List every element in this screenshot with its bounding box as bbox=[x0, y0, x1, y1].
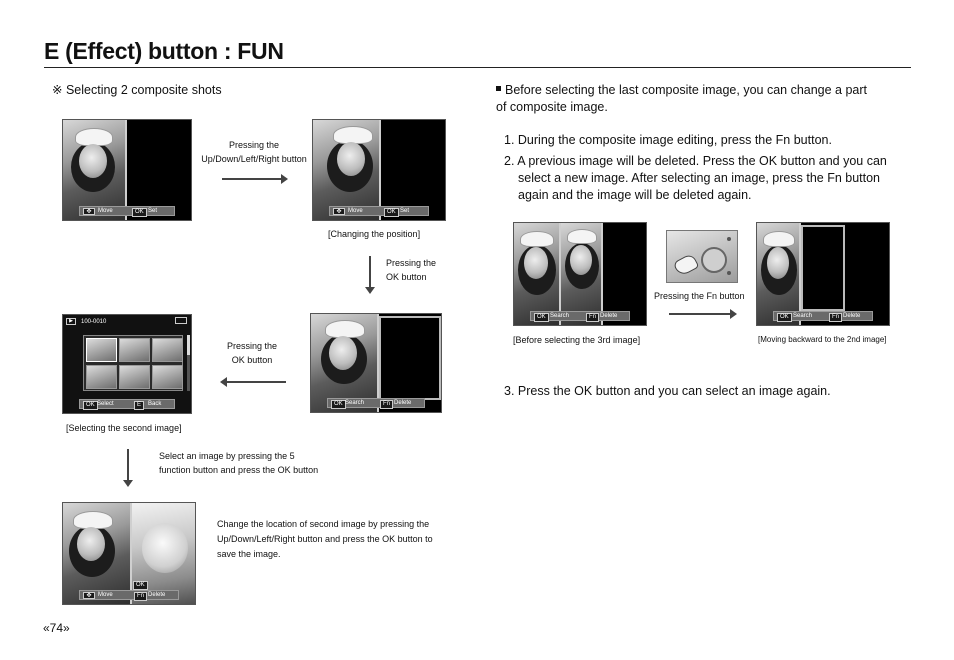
move-key-icon: ✥ bbox=[333, 208, 345, 215]
square-bullet-icon bbox=[496, 86, 501, 91]
status-bar: OK Select E Back bbox=[79, 399, 175, 409]
caption-moving-back: [Moving backward to the 2nd image] bbox=[758, 335, 887, 344]
first-shot-photo bbox=[757, 223, 799, 325]
empty-slot-frame bbox=[379, 316, 441, 400]
step-1: 1. During the composite image editing, press the Fn button. bbox=[504, 133, 832, 147]
screen-before-third bbox=[513, 222, 647, 326]
move-key-icon: ✥ bbox=[83, 208, 95, 215]
shifted-shot-photo bbox=[313, 120, 379, 220]
status-bar: OK Search Fn Delete bbox=[327, 398, 425, 408]
fn-key: Fn bbox=[586, 313, 599, 322]
status-bar: ✥ Move Fn Delete bbox=[79, 590, 179, 600]
change-location-instruction: Change the location of second image by pressing the Up/Down/Left/Right button and press the OK button to save the image. bbox=[217, 519, 433, 559]
screen-thumbnail-select: ▶ 100-0010 OK Select E Back bbox=[62, 314, 192, 414]
ok-key: OK bbox=[777, 313, 792, 322]
arrow-caption-direction: Pressing the Up/Down/Left/Right button bbox=[201, 140, 307, 164]
fn-caption: Pressing the Fn button bbox=[654, 291, 745, 301]
ok-key: OK bbox=[331, 400, 346, 409]
status-bar: OK Search Fn Delete bbox=[530, 311, 630, 321]
arrow-caption-ok: Pressing the OK button bbox=[386, 258, 437, 282]
play-icon: ▶ bbox=[66, 318, 76, 325]
first-shot-photo bbox=[63, 503, 130, 604]
screen-changed-position bbox=[312, 119, 446, 221]
thumbnail-1[interactable] bbox=[86, 338, 117, 362]
split-divider bbox=[125, 120, 127, 220]
status-bar: ✥ Move OK Set bbox=[79, 206, 175, 216]
ok-key: OK bbox=[534, 313, 549, 322]
screen-search-second bbox=[310, 313, 442, 413]
camera-fn-button-illustration bbox=[666, 230, 738, 283]
screen-moving-back bbox=[756, 222, 890, 326]
caption-before-third: [Before selecting the 3rd image] bbox=[513, 335, 641, 345]
ok-key: OK bbox=[132, 208, 147, 217]
arrow-right-icon-2 bbox=[669, 313, 731, 315]
thumbnail-grid bbox=[83, 335, 183, 391]
e-key: E bbox=[134, 401, 144, 410]
ok-key: OK bbox=[384, 208, 399, 217]
fn-key: Fn bbox=[829, 313, 842, 322]
first-shot-photo bbox=[63, 120, 125, 220]
status-bar: ✥ Move OK Set bbox=[329, 206, 429, 216]
caption-changing-position: [Changing the position] bbox=[328, 229, 421, 239]
scrollbar bbox=[187, 335, 190, 391]
screen-initial-composite bbox=[62, 119, 192, 221]
thumbnail-5[interactable] bbox=[119, 365, 150, 389]
ok-key: OK bbox=[83, 401, 98, 410]
second-shot-photo bbox=[561, 223, 601, 325]
status-bar: OK Search Fn Delete bbox=[773, 311, 873, 321]
ok-key: OK bbox=[133, 581, 148, 590]
caption-selecting-second: [Selecting the second image] bbox=[66, 423, 182, 433]
arrow-left-icon bbox=[226, 381, 286, 383]
section-heading: ※ Selecting 2 composite shots bbox=[52, 83, 222, 97]
move-key-icon: ✥ bbox=[83, 592, 95, 599]
fn-key: Fn bbox=[134, 592, 147, 601]
thumbnail-6[interactable] bbox=[152, 365, 183, 389]
page-title: E (Effect) button : FUN bbox=[44, 38, 284, 64]
arrow-down-icon-2 bbox=[127, 449, 129, 481]
select-instruction: Select an image by pressing the 5 function button and press the OK button bbox=[159, 451, 319, 475]
page-number: «74» bbox=[43, 621, 70, 635]
thumbnail-4[interactable] bbox=[86, 365, 117, 389]
arrow-caption-ok-2: Pressing the OK button bbox=[226, 341, 278, 365]
pressing-finger-icon bbox=[673, 253, 700, 277]
empty-slot-frame bbox=[801, 225, 845, 311]
arrow-down-icon bbox=[369, 256, 371, 288]
dial-icon bbox=[701, 247, 727, 273]
thumbnail-3[interactable] bbox=[152, 338, 183, 362]
thumbnail-2[interactable] bbox=[119, 338, 150, 362]
battery-icon bbox=[175, 317, 187, 324]
step-2: 2. A previous image will be deleted. Press the OK button and you can select a new image. After selecting an image, press the Fn button again and the image will be deleted again. bbox=[504, 154, 887, 202]
step-3: 3. Press the OK button and you can select an image again. bbox=[504, 384, 831, 398]
intro-paragraph: Before selecting the last composite image, you can change a part of composite image. bbox=[496, 83, 868, 114]
first-shot-photo bbox=[514, 223, 559, 325]
title-divider bbox=[44, 67, 911, 68]
arrow-right-icon bbox=[222, 178, 282, 180]
fn-key: Fn bbox=[380, 400, 393, 409]
screen-final-composite bbox=[62, 502, 196, 605]
